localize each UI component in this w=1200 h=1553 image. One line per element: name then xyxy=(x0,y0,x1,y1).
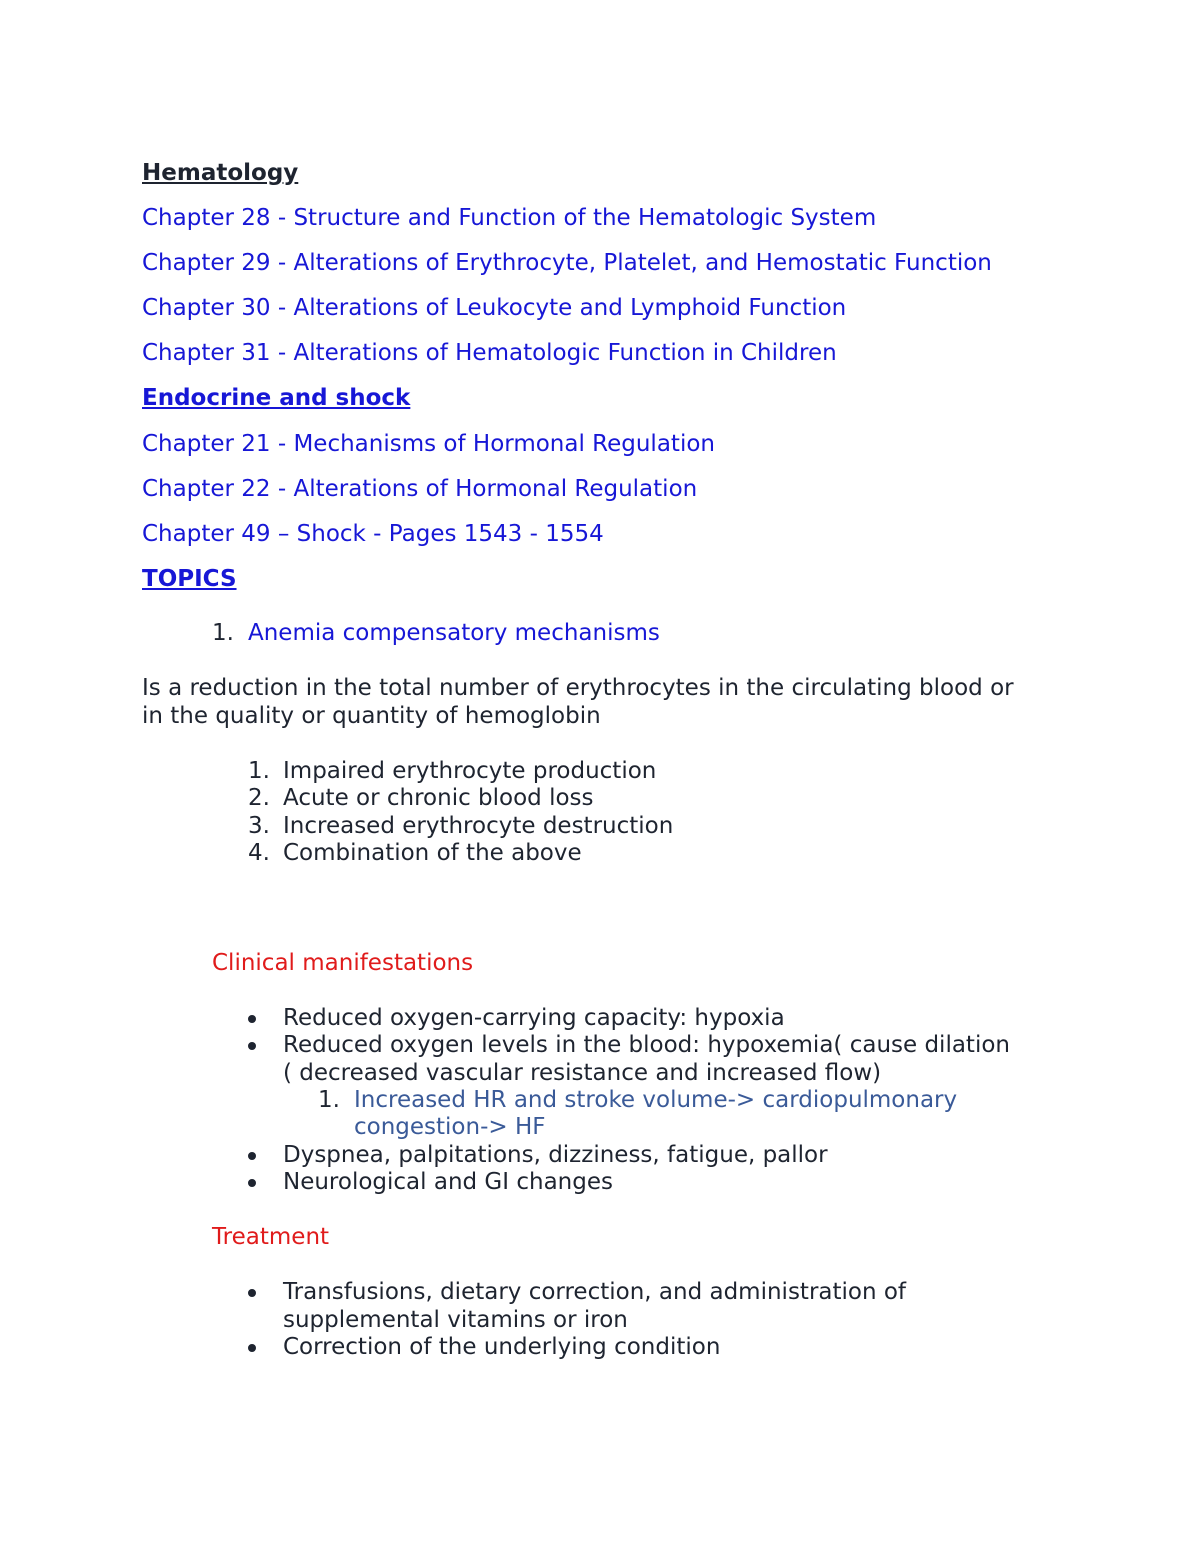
cause-1-number: 1. xyxy=(248,758,270,784)
bullet-icon xyxy=(248,1289,256,1297)
cause-2-text: Acute or chronic blood loss xyxy=(283,785,594,811)
clinical-bullet-4: Neurological and GI changes xyxy=(283,1169,613,1195)
bullet-icon xyxy=(248,1152,256,1160)
sub-item-line-1: Increased HR and stroke volume-> cardiopulmonary xyxy=(354,1087,958,1113)
treatment-bullet-1-line-2: supplemental vitamins or iron xyxy=(283,1307,628,1333)
clinical-bullet-3: Dyspnea, palpitations, dizziness, fatigue, pallor xyxy=(283,1142,828,1168)
cause-1-text: Impaired erythrocyte production xyxy=(283,758,657,784)
treatment-bullet-2: Correction of the underlying condition xyxy=(283,1334,721,1360)
clinical-bullet-1: Reduced oxygen-carrying capacity: hypoxia xyxy=(283,1005,785,1031)
chapter-21-link[interactable]: Chapter 21 - Mechanisms of Hormonal Regulation xyxy=(142,431,715,457)
bullet-icon xyxy=(248,1015,256,1023)
definition-line-2: in the quality or quantity of hemoglobin xyxy=(142,703,601,729)
clinical-heading: Clinical manifestations xyxy=(212,950,474,976)
cause-3-number: 3. xyxy=(248,813,270,839)
chapter-31-link[interactable]: Chapter 31 - Alterations of Hematologic Function in Children xyxy=(142,340,837,366)
bullet-icon xyxy=(248,1042,256,1050)
cause-4-number: 4. xyxy=(248,840,270,866)
topic-1-label[interactable]: Anemia compensatory mechanisms xyxy=(248,620,660,646)
cause-3-text: Increased erythrocyte destruction xyxy=(283,813,674,839)
clinical-bullet-2-line-1: Reduced oxygen levels in the blood: hypoxemia( cause dilation xyxy=(283,1032,1010,1058)
sub-item-line-2: congestion-> HF xyxy=(354,1114,546,1140)
topics-heading[interactable]: TOPICS xyxy=(142,566,237,592)
chapter-22-link[interactable]: Chapter 22 - Alterations of Hormonal Regulation xyxy=(142,476,698,502)
endocrine-heading[interactable]: Endocrine and shock xyxy=(142,385,411,411)
cause-4-text: Combination of the above xyxy=(283,840,582,866)
chapter-30-link[interactable]: Chapter 30 - Alterations of Leukocyte and Lymphoid Function xyxy=(142,295,847,321)
cause-2-number: 2. xyxy=(248,785,270,811)
bullet-icon xyxy=(248,1344,256,1352)
chapter-49-link[interactable]: Chapter 49 – Shock - Pages 1543 - 1554 xyxy=(142,521,604,547)
definition-line-1: Is a reduction in the total number of erythrocytes in the circulating blood or xyxy=(142,675,1014,701)
topic-1-number: 1. xyxy=(212,620,234,646)
clinical-bullet-2-line-2: ( decreased vascular resistance and increased flow) xyxy=(283,1060,882,1086)
chapter-28-link[interactable]: Chapter 28 - Structure and Function of the Hematologic System xyxy=(142,205,877,231)
bullet-icon xyxy=(248,1179,256,1187)
treatment-bullet-1-line-1: Transfusions, dietary correction, and administration of xyxy=(283,1279,907,1305)
treatment-heading: Treatment xyxy=(212,1224,330,1250)
sub-item-number: 1. xyxy=(318,1087,340,1113)
chapter-29-link[interactable]: Chapter 29 - Alterations of Erythrocyte, Platelet, and Hemostatic Function xyxy=(142,250,992,276)
hematology-heading: Hematology xyxy=(142,160,299,186)
